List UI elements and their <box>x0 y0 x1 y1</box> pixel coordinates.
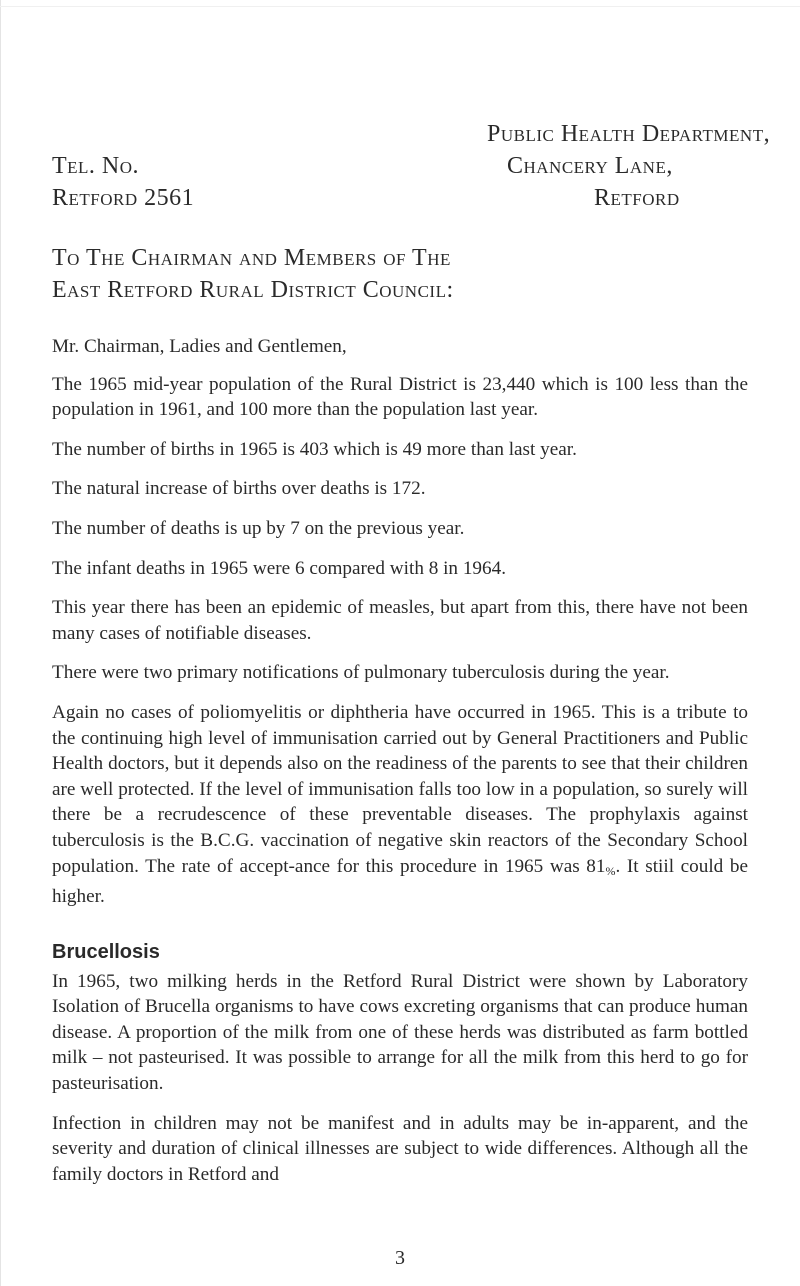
percent-sign: % <box>605 863 616 878</box>
page-number: 3 <box>395 1247 405 1269</box>
paragraph-tuberculosis: There were two primary notifications of pulmonary tuberculosis during the year. <box>52 662 670 684</box>
telephone-block <box>52 150 194 214</box>
paragraph-population: The 1965 mid-year population of the Rural District is 23,440 which is 100 less than the population in 1961, and 100 more than the population last year. <box>52 373 748 421</box>
address-line-2: Chancery Lane, <box>507 153 673 179</box>
paragraph-immunisation <box>52 700 748 910</box>
paragraph-brucellosis-infection: Infection in children may not be manifest and in adults may be in-apparent, and the severity and duration of clinical illnesses are subject to wide differences. Although all the family doctors in Retford and <box>52 1112 748 1185</box>
report-body <box>52 334 748 1201</box>
section-heading-brucellosis: Brucellosis <box>52 940 160 963</box>
page-left-edge <box>0 0 1 1286</box>
paragraph-infant-deaths: The infant deaths in 1965 were 6 compared with 8 in 1964. <box>52 557 506 579</box>
department-address <box>487 118 770 214</box>
tel-label: Tel. No. <box>52 153 140 179</box>
tel-number: Retford 2561 <box>52 185 195 211</box>
address-line-3: Retford <box>594 185 680 211</box>
paragraph-brucellosis-herds: In 1965, two milking herds in the Retford Rural District were shown by Laboratory Isolation of Brucella organisms to have cows excreting organisms that can produce human disease. A proportion of the milk from one of these herds was distributed as farm bottled milk – not pasteurised. It was possible to arrange for all the milk from this herd to go for pasteurisation. <box>52 970 748 1095</box>
greeting: Mr. Chairman, Ladies and Gentlemen, <box>52 336 347 357</box>
page-top-edge <box>0 6 800 7</box>
paragraph-measles: This year there has been an epidemic of measles, but apart from this, there have not been many cases of notifiable diseases. <box>52 597 748 644</box>
salutation-line-1: To The Chairman and Members of The <box>52 245 451 271</box>
immunisation-text: Again no cases of poliomyelitis or diphtheria have occurred in 1965. This is a tribute to the continuing high level of immunisation carried out by General Practitioners and Public Health doctors, but it depends also on the readiness of the parents to see that their children are well protected. If the level of immunisation falls too low in a population, so surely will there be a recrudescence of these preventable diseases. The prophylaxis against tuberculosis is the B.C.G. vaccination of negative skin reactors of the Secondary School population. The rate of accept-ance for this procedure in 1965 was 81 <box>52 701 748 877</box>
paragraph-births: The number of births in 1965 is 403 which is 49 more than last year. <box>52 438 577 460</box>
immunisation-text-end: . It stiil could be higher. <box>52 855 749 908</box>
address-line-1: Public Health Department, <box>487 121 771 147</box>
salutation-line-2: East Retford Rural District Council: <box>52 277 454 303</box>
paragraph-deaths: The number of deaths is up by 7 on the previous year. <box>52 517 465 539</box>
paragraph-natural-increase: The natural increase of births over deaths is 172. <box>52 478 426 500</box>
salutation <box>52 242 454 306</box>
